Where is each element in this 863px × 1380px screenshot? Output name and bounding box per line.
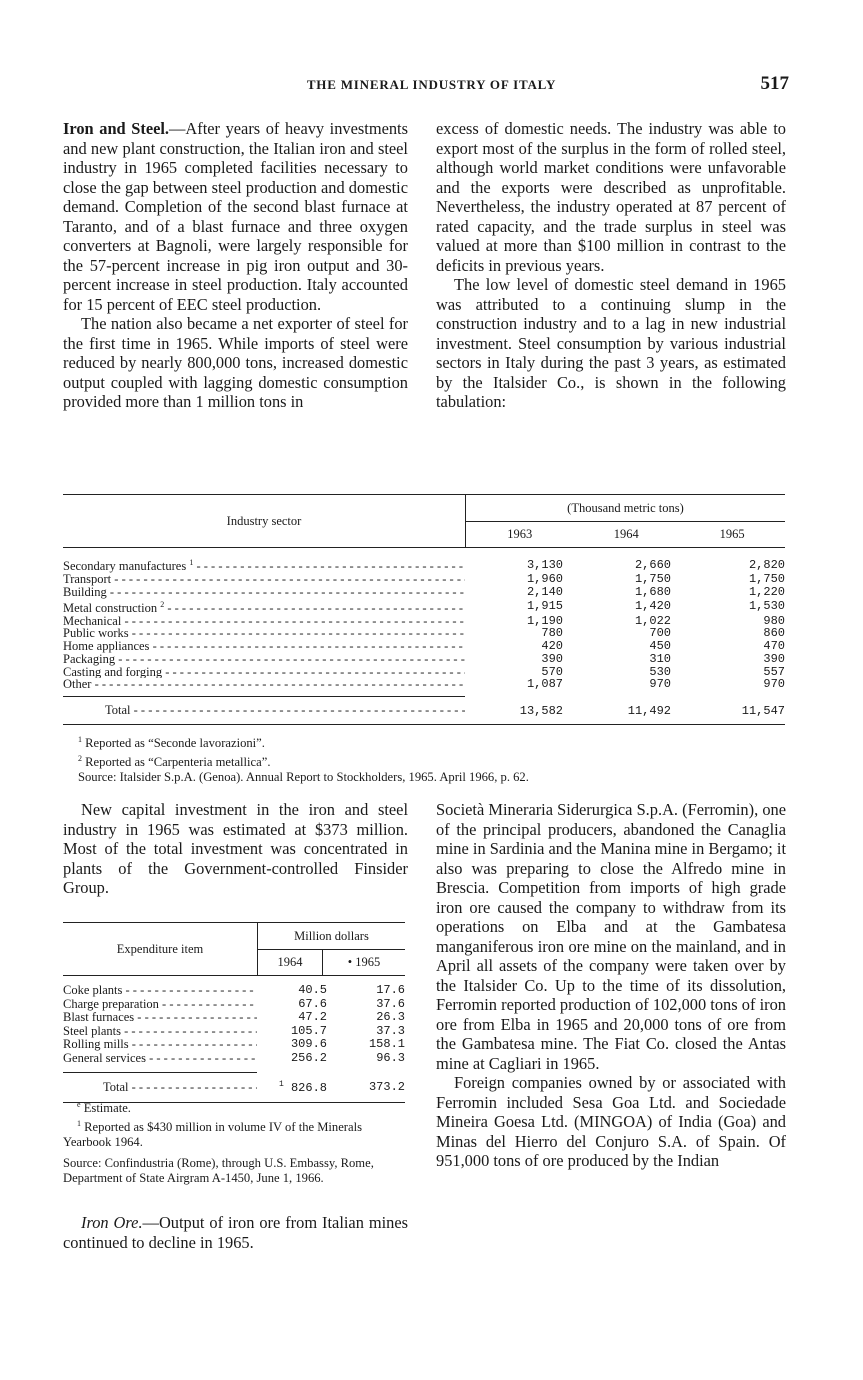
table-row <box>63 599 785 615</box>
table-row <box>63 653 785 666</box>
row-label: Charge preparation - - - <box>63 998 257 1012</box>
total-value: 13,582 <box>519 703 563 718</box>
cell-value: 47.2 <box>298 1010 327 1025</box>
paragraph-excess-needs: excess of domestic needs. The industry was able to export most of the surplus in the form of rolled steel, although world market conditions were unfavorable and the exports were described as unprofitable. Nevertheless, the industry operated at 87 percent of rated capacity, and the trade surplus in steel was valued at more than $100 million in contrast to the deficits in previous years. <box>436 119 786 275</box>
row-label: Public works - - - <box>63 627 465 640</box>
total-value: 11,492 <box>627 703 671 718</box>
table2-source: Source: Confindustria (Rome), through U.S. Embassy, Rome, Department of State Airgram A-1450, June 1, 1966. <box>63 1156 374 1186</box>
table2-body <box>63 984 405 1066</box>
steel-consumption-table <box>63 494 785 725</box>
table2-total-row <box>63 1080 405 1095</box>
table-body <box>63 557 785 691</box>
row-label: Building - - - <box>63 586 465 599</box>
row-label: Casting and forging - - - <box>63 666 465 679</box>
cell-value: 1,530 <box>748 599 785 614</box>
cell-value: 256.2 <box>290 1050 327 1065</box>
table-header <box>63 495 785 548</box>
cell-value: 1,190 <box>526 613 563 628</box>
total-value: 11,547 <box>741 703 785 718</box>
row-label: Secondary manufactures $^1$ - - - <box>63 557 465 573</box>
cell-value: 2,140 <box>526 584 563 599</box>
cell-value: 37.3 <box>376 1023 405 1038</box>
row-label: Rolling mills - - - <box>63 1038 257 1052</box>
cell-value: 67.6 <box>298 996 327 1011</box>
cell-value: 970 <box>763 677 785 692</box>
table-row <box>63 640 785 653</box>
table-total-row <box>63 703 785 718</box>
cell-value: 309.6 <box>290 1037 327 1052</box>
header-expenditure-item: Expenditure item <box>63 923 258 976</box>
table-row <box>63 627 785 640</box>
investment-table <box>63 922 405 1103</box>
table2-header <box>63 923 405 976</box>
footnote: $^2$ Reported as “Carpenteria metallica”. <box>78 754 271 770</box>
left-column-top <box>63 119 408 412</box>
table-row <box>63 1011 405 1025</box>
cell-value: 158.1 <box>368 1037 405 1052</box>
table-row <box>63 557 785 573</box>
page-number: 517 <box>760 73 789 94</box>
header-year: 1965 <box>679 522 785 548</box>
footnote: $^1$ Reported as $430 million in volume IV of the Minerals Yearbook 1964. <box>63 1119 362 1150</box>
cell-value: 420 <box>541 639 563 654</box>
header-thousand-metric-tons: (Thousand metric tons) <box>466 495 786 522</box>
cell-value: 390 <box>763 651 785 666</box>
paragraph-iron-ore <box>63 1213 408 1252</box>
cell-value: 2,660 <box>634 557 671 572</box>
header-year: • 1965 <box>322 950 405 976</box>
cell-value: 105.7 <box>290 1023 327 1038</box>
row-label: Blast furnaces - - - <box>63 1011 257 1025</box>
table-row <box>63 984 405 998</box>
table-row <box>63 573 785 586</box>
table-row <box>63 1025 405 1039</box>
header-year: 1964 <box>258 950 323 976</box>
cell-value: 2,820 <box>748 557 785 572</box>
section-heading-iron-ore: Iron Ore. <box>81 1213 143 1232</box>
row-label: Steel plants - - - <box>63 1025 257 1039</box>
total-value: $^1$ 826.8 <box>278 1079 327 1095</box>
cell-value: 700 <box>649 626 671 641</box>
paragraph-text: —Output of iron ore from Italian mines continued to decline in 1965. <box>63 1213 408 1252</box>
cell-value: 17.6 <box>376 983 405 997</box>
cell-value: 557 <box>763 664 785 679</box>
left-column-iron-ore <box>63 1213 408 1252</box>
cell-value: 26.3 <box>376 1010 405 1025</box>
paragraph-steel-demand: The low level of domestic steel demand in 1965 was attributed to a continuing slump in the construction industry and to a lag in new industrial investment. Steel consumption by various industrial sectors in Italy during the past 3 years, as estimated by the Italsider Co., is shown in the following tabulation: <box>436 275 786 411</box>
row-label: Metal construction $^2$ - - - <box>63 599 465 615</box>
header-year: 1964 <box>573 522 679 548</box>
cell-value: 570 <box>541 664 563 679</box>
cell-value: 37.6 <box>376 996 405 1011</box>
cell-value: 1,087 <box>526 677 563 692</box>
right-column-top <box>436 119 786 412</box>
cell-value: 40.5 <box>298 983 327 997</box>
row-label: Home appliances - - - <box>63 640 465 653</box>
table-row <box>63 1038 405 1052</box>
table-row <box>63 615 785 628</box>
paragraph-foreign-companies: Foreign companies owned by or associated with Ferromin included Sesa Goa Ltd. and Sociedade Mineira Goesa Ltd. (MINGOA) of India (Goa) and Minas del Hierro del Conjuro S.A. of Spain. Of 951,000 tons of ore produced by the Indian <box>436 1073 786 1170</box>
table-row <box>63 666 785 679</box>
paragraph-ferromin: Società Mineraria Siderurgica S.p.A. (Ferromin), one of the principal producers, abandoned the Canaglia mine in Sardinia and the Manina mine in Bergamo; it also was preparing to close the Alfredo mine in Brescia. Competition from imports of high grade iron ore caused the company to withdraw from its operations on Elba and at the Gambatesa manganiferous iron ore mine on the mainland, and in April all assets of the company were taken over by the Italsider Co. Up to the time of its dissolution, Ferromin reported production of 102,000 tons of iron ore from Elba in 1965 and 20,000 tons of ore from the Gambatesa mine. The Fiat Co. closed the Antas mine at Cagliari in 1965. <box>436 800 786 1073</box>
cell-value: 1,960 <box>526 571 563 586</box>
paragraph-text: —After years of heavy investments and new plant construction, the Italian iron and steel industry in 1965 completed facilities necessary to close the gap between steel production and domestic demand. Completion of the second blast furnace at Taranto, and of a blast furnace and three oxygen converters at Bagnoli, were largely responsible for the 57-percent increase in pig iron output and 30-percent increase in steel production. Italy accounted for 15 percent of EEC steel production. <box>63 119 408 314</box>
cell-value: 1,680 <box>634 584 671 599</box>
total-label: Total - - - <box>63 1080 257 1095</box>
header-million-dollars: Million dollars <box>258 923 406 950</box>
footnote: $^1$ Reported as “Seconde lavorazioni”. <box>78 735 265 751</box>
total-value: 373.2 <box>368 1080 405 1095</box>
cell-value: 1,750 <box>634 571 671 586</box>
table-row <box>63 586 785 599</box>
right-column-bottom <box>436 800 786 1171</box>
row-label: General services - - - <box>63 1052 257 1066</box>
cell-value: 390 <box>541 651 563 666</box>
cell-value: 96.3 <box>376 1050 405 1065</box>
table1-source: Source: Italsider S.p.A. (Genoa). Annual Report to Stockholders, 1965. April 1966, p. 62. <box>78 770 529 785</box>
cell-value: 530 <box>649 664 671 679</box>
cell-value: 780 <box>541 626 563 641</box>
row-label: Coke plants - - - <box>63 984 257 998</box>
cell-value: 3,130 <box>526 557 563 572</box>
cell-value: 1,220 <box>748 584 785 599</box>
section-heading-iron-steel: Iron and Steel. <box>63 119 170 138</box>
cell-value: 1,022 <box>634 613 671 628</box>
table-row <box>63 1052 405 1066</box>
cell-value: 860 <box>763 626 785 641</box>
cell-value: 470 <box>763 639 785 654</box>
table-row <box>63 998 405 1012</box>
table-row <box>63 678 785 691</box>
cell-value: 310 <box>649 651 671 666</box>
left-column-bottom <box>63 800 408 898</box>
paragraph-net-exporter: The nation also became a net exporter of steel for the first time in 1965. While imports of steel were reduced by nearly 800,000 tons, increased domestic output coupled with lagging domestic consumption provided more than 1 million tons in <box>63 314 408 411</box>
cell-value: 1,420 <box>634 599 671 614</box>
row-label: Other - - - <box>63 678 465 691</box>
cell-value: 1,750 <box>748 571 785 586</box>
total-label: Total - - - <box>63 703 465 718</box>
table1-footnotes <box>78 732 778 785</box>
row-label: Mechanical - - - <box>63 615 465 628</box>
header-industry-sector: Industry sector <box>63 495 466 548</box>
paragraph-iron-steel <box>63 119 408 314</box>
header-year: 1963 <box>466 522 574 548</box>
cell-value: 1,915 <box>526 599 563 614</box>
footnote: $^e$ Estimate. <box>77 1100 131 1116</box>
row-label: Transport - - - <box>63 573 465 586</box>
table2-footnotes <box>63 1097 405 1186</box>
row-label: Packaging - - - <box>63 653 465 666</box>
cell-value: 970 <box>649 677 671 692</box>
running-head: THE MINERAL INDUSTRY OF ITALY <box>306 77 557 92</box>
paragraph-capital-investment: New capital investment in the iron and steel industry in 1965 was estimated at $373 million. Most of the total investment was concentrated in plants of the Government-controlled Finsider Group. <box>63 800 408 897</box>
cell-value: 980 <box>763 613 785 628</box>
cell-value: 450 <box>649 639 671 654</box>
